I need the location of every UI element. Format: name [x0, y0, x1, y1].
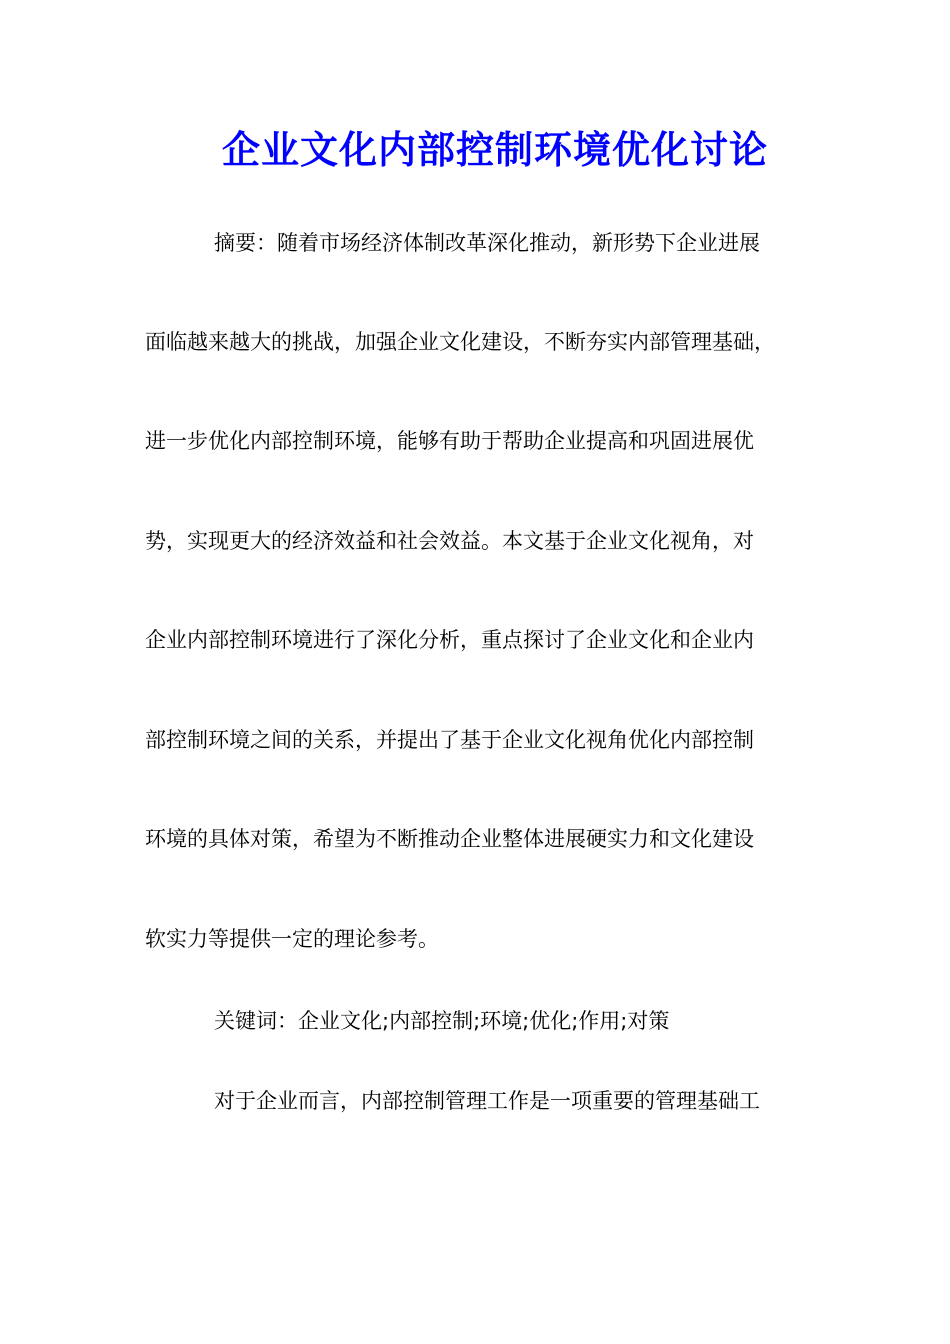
abstract-line: 部控制环境之间的关系，并提出了基于企业文化视角优化内部控制: [145, 728, 754, 752]
body-paragraph-line: 对于企业而言，内部控制管理工作是一项重要的管理基础工: [214, 1089, 760, 1113]
abstract-line: 软实力等提供一定的理论参考。: [145, 927, 439, 951]
keywords-line: 关键词：企业文化;内部控制;环境;优化;作用;对策: [214, 1009, 670, 1033]
document-title: 企业文化内部控制环境优化讨论: [221, 127, 768, 172]
abstract-line: 进一步优化内部控制环境，能够有助于帮助企业提高和巩固进展优: [145, 429, 754, 453]
abstract-line: 摘要：随着市场经济体制改革深化推动，新形势下企业进展: [214, 231, 760, 255]
abstract-line: 环境的具体对策，希望为不断推动企业整体进展硬实力和文化建设: [145, 827, 754, 851]
abstract-line: 势，实现更大的经济效益和社会效益。本文基于企业文化视角，对: [145, 529, 754, 553]
abstract-line: 企业内部控制环境进行了深化分析，重点探讨了企业文化和企业内: [145, 628, 754, 652]
abstract-line: 面临越来越大的挑战，加强企业文化建设，不断夯实内部管理基础，: [145, 330, 775, 354]
